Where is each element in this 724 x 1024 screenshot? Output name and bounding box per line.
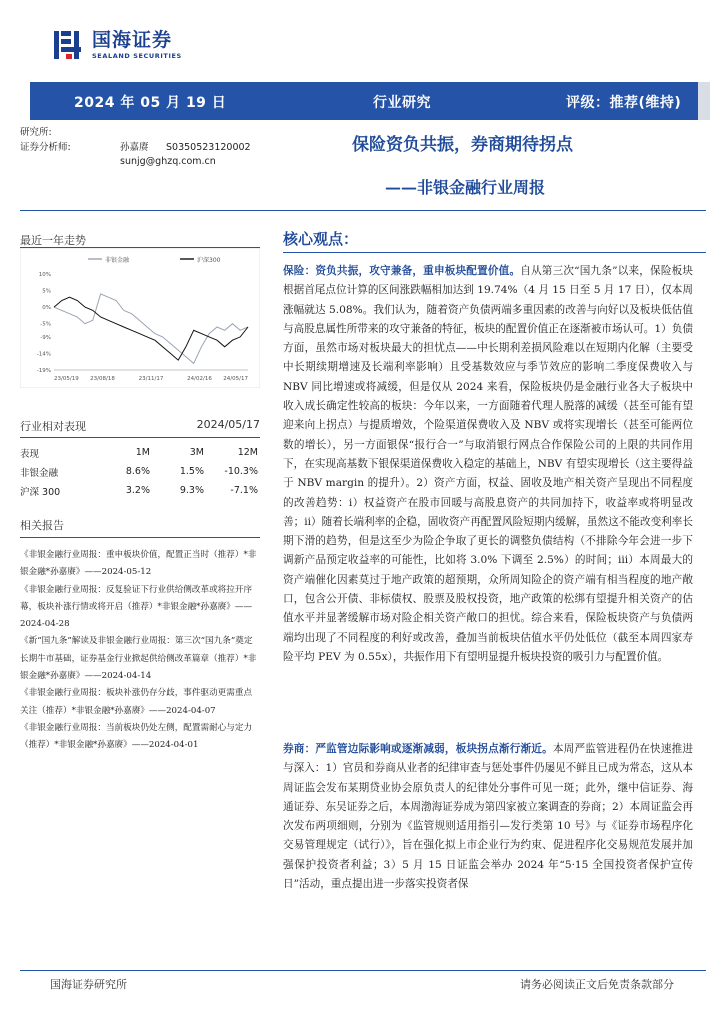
y-tick-label: 10% [38,272,51,278]
x-tick-label: 24/05/17 [223,376,248,382]
analyst-email[interactable]: sunjg@ghzq.com.cn [120,156,216,167]
col-header: 表现 [20,448,40,460]
analyst-cert: S0350523120002 [166,141,251,153]
legend-label-hs300: 沪深300 [197,257,221,264]
table-cell: 1.5% [179,466,204,477]
x-tick-label: 23/08/18 [90,376,115,382]
trend-chart [20,248,260,388]
researcher-label: 研究所: [20,127,52,138]
brokerage-lead: 券商：严监管边际影响或逐渐减弱，板块拐点渐行渐近。 [283,743,553,755]
analyst-name: 孙嘉赓 [120,141,149,153]
related-report-item[interactable]: 《新“国九条”解读及非银金融行业周报：第三次“国九条”奠定长期牛市基础，证券基金行业掀起供给侧改革篇章（推荐）*非银金融*孙嘉赓》——2024-04-14 [20,636,257,682]
trend-heading: 最近一年走势 [20,234,86,247]
footer-right: 请务必阅读正文后免责条款部分 [520,978,674,991]
table-cell: -10.3% [224,466,258,477]
core-heading: 核心观点： [283,230,359,248]
performance-date: 2024/05/17 [196,418,260,431]
analyst-info [20,126,251,170]
company-logo [52,28,182,62]
brokerage-paragraph [283,740,693,894]
report-date: 2024 年 05 月 19 日 [74,95,227,111]
x-tick-label: 23/11/17 [138,376,164,382]
insurance-lead: 保险：资负共振，攻守兼备，重申板块配置价值。 [283,265,521,277]
core-rule [283,252,706,253]
brokerage-body: 本周严监管进程仍在快速推进与深入：1）官员和券商从业者的纪律审查与惩处事件仍屡见不鲜且已成为常态，这从本周证监会发布某期贷业协会原负责人的纪律处分事件可见一斑；此外，继中信证券、海通证券、东吴证券之后，本周渤海证券成为第四家被立案调查的券商；2）本周证监会再次发布两项细则，分别为《监管规则适用指引—发行类第 10 号》与《证券市场程序化交易管理规定（试行）》，旨在强化拟上市企业行为约束、促进程序化交易规范发展并加强保护投资者利益；3）5 月 15 日证监会举办 2024 年“5·15 全国投资者保护宣传日”活动，重点提出进一步落实投资者保 [283,743,694,891]
y-tick-label: -14% [36,351,51,358]
logo-cn-text: 国海证券 [92,29,173,51]
report-subtitle: ——非银金融行业周报 [385,178,546,197]
y-tick-label: 0% [42,305,51,312]
table-cell: 8.6% [125,466,150,477]
analyst-role-label: 证券分析师: [20,141,71,153]
performance-header-row [20,443,260,462]
table-cell: -7.1% [230,485,258,496]
footer-divider [20,970,706,971]
performance-table [20,418,260,500]
related-report-item[interactable]: 《非银金融行业周报：反复验证下行业供给侧改革或将拉开序幕，板块补涨行情或将开启（推荐）*非银金融*孙嘉赓》——2024-04-28 [20,584,253,630]
related-report-item[interactable]: 《非银金融行业周报：板块补涨仍存分歧，事件驱动更需重点关注（推荐）*非银金融*孙嘉赓》——2024-04-07 [20,688,253,716]
legend-label-nonbank: 非银金融 [105,257,130,264]
performance-heading: 行业相对表现 [20,420,86,433]
y-tick-label: 5% [42,288,51,295]
header-divider [20,210,706,211]
header-banner [30,82,710,120]
col-header: 3M [189,447,204,458]
x-tick-label: 24/02/16 [187,376,212,382]
related-heading: 相关报告 [20,517,260,538]
y-tick-label: -9% [40,334,51,341]
insurance-paragraph [283,262,693,667]
sealand-logo-icon [52,28,86,62]
report-rating: 评级：推荐(维持) [566,95,682,111]
table-cell: 9.3% [179,485,204,496]
y-tick-label: -5% [40,321,51,328]
y-tick-label: -19% [36,368,51,374]
footer-left: 国海证券研究所 [50,978,127,991]
table-row [20,462,260,481]
related-report-item[interactable]: 《非银金融行业周报：重申板块价值，配置正当时（推荐）*非银金融*孙嘉赓》——2024-05-12 [20,550,257,578]
col-header: 1M [135,447,150,458]
report-title: 保险资负共振，券商期待拐点 [352,135,573,155]
col-header: 12M [237,447,258,458]
insurance-body: 自从第三次“国九条”以来，保险板块根据首尾点位计算的区间涨跌幅相加达到 19.74%（4 月 15 日至 5 月 17 日），仅本周涨幅就达 5.08%。我们认为，随着资产负债两端多重因素的改善与向好以及板块低估值与高股息属性所带来的攻守兼备的特征，板块的配置价值正在逐渐被市场认可。1）负债方面，虽然市场对板块最大的担忧点——中长期利差损风险难以在短期内化解（主要受中长期续期增速及长端利率影响）且受基数效应与季节效应的影响二季度保费收入与 NBV 同比增速或将减缓，但是仅从 2024 来看，保险板块仍是金融行业各大子板块中收入成长确定性较高的板块：今年以来，一方面随着代理人脱落的减缓（甚至可能有望迎来向上拐点）与提质增效，个险渠道保费收入及 NBV 或将实现增长（甚至可能两位数的增长），另一方面银保“报行合一”与取消银行网点合作保险公司的上限的共同作用下，在实现高基数下银保渠道保费收入稳定的基础上，NBV 有望实现增长（这主要得益于 NBV margin 的提升）。2）资产方面，权益、固收及地产相关资产呈现出不同程度的改善趋势：i）权益资产在股市回暖与高股息资产的共同加持下，收益率或将明显改善；ii）随着长端利率的企稳，固收资产再配置风险短期内缓解，虽然这不能改变利率长期下滑的趋势，但是这至少为险企争取了更长的调整负债结构（不排除今年会进一步下调新产品预定收益率的可能性，比如将 3.0% 下调至 2.5%）的时间；iii）本周最大的资产端催化因素莫过于地产政策的超预期，众所周知险企的资产端有相当程度的地产敞口，包含公开债、非标债权、股票及股权投资，地产政策的松绑有望提升相关资产的估值水平并显著缓解市场对险企相关资产敞口的担忧。综合来看，保险板块资产与负债两端均出现了不同程度的利好或改善，叠加当前板块估值水平仍处低位（截至本周四家寿险平均 PEV 为 0.55x），共振作用下有望明显提升板块投资的吸引力与配置价值。 [283,265,693,663]
related-report-item[interactable]: 《非银金融行业周报：当前板块仍处左侧，配置需耐心与定力（推荐）*非银金融*孙嘉赓》——2024-04-01 [20,722,253,751]
table-cell: 非银金融 [20,467,59,479]
table-cell: 沪深 300 [20,486,61,498]
table-cell: 3.2% [125,485,150,496]
x-tick-label: 23/05/19 [54,376,79,382]
report-type: 行业研究 [373,95,431,111]
table-row [20,481,260,500]
related-reports [20,517,260,755]
trend-chart-svg [20,248,260,388]
logo-en-text: SEALAND SECURITIES [92,52,182,60]
